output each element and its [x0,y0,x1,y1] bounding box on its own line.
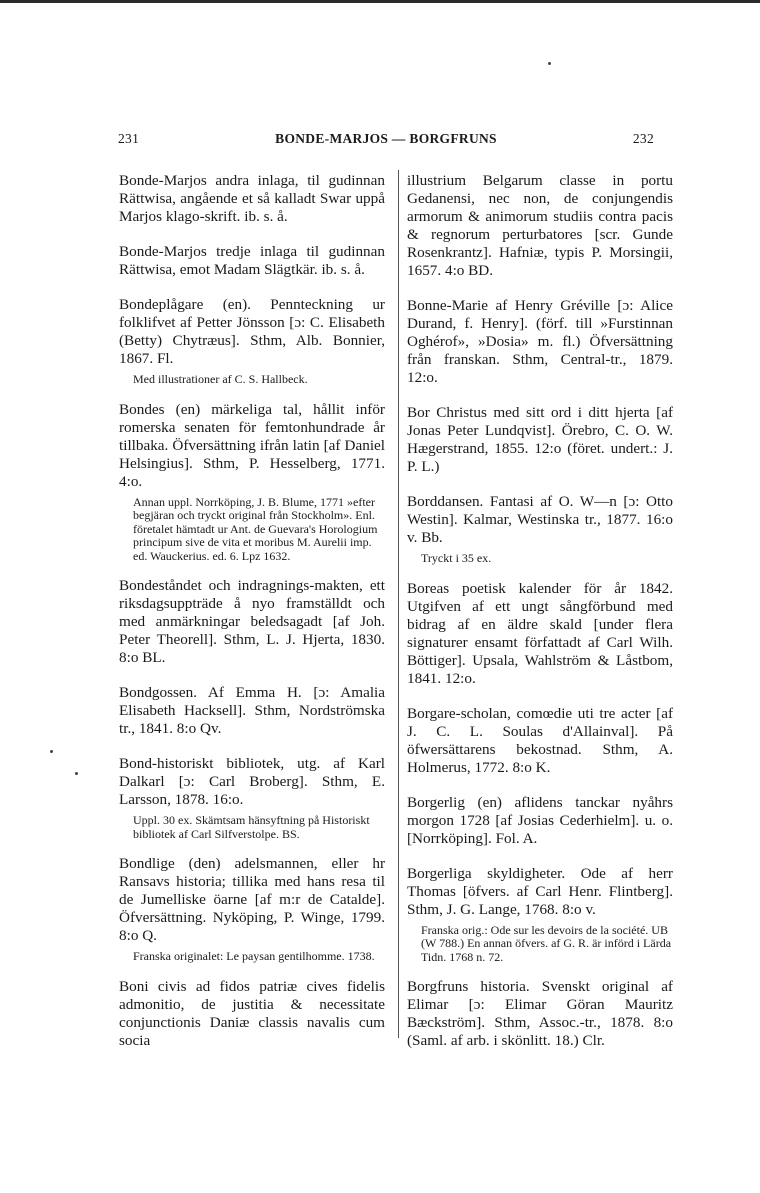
entry-bondgossen: Bondgossen. Af Emma H. [ɔ: Amalia Elisabeth Hacksell]. Sthm, Nordströmska tr., 1841. 8:o Qv. [119,684,385,737]
scan-speck [548,62,551,65]
entry-bonne-marie: Bonne-Marie af Henry Gréville [ɔ: Alice Durand, f. Henry]. (förf. till »Furstinnan Oghérof», »Dosia» m. fl.) Öfversättning från franskan. Sthm, Central-tr., 1879. 12:o. [407,297,673,386]
page-number-right: 232 [632,131,654,146]
entry-bondlige: Bondlige (den) adelsmannen, eller hr Ransavs historia; tillika med hans resa til de Jumelliske öarne [af m:r de Catalde]. Öfversättning. Nyköping, P. Winge, 1799. 8:o Q. [119,855,385,944]
right-column [407,172,673,1067]
note-bond-historiskt: Uppl. 30 ex. Skämtsam hänsyftning på Historiskt bibliotek af Carl Silfverstolpe. BS. [133,813,370,841]
entry-boreas: Boreas poetisk kalender för år 1842. Utgifven af ett ungt sångförbund med bidrag af en äldre skald [under flera signaturer ensamt författadt af Carl Wilh. Böttiger]. Upsala, Wahlström & Låstbom, 1841. 12:o. [407,579,673,687]
entry-borddansen: Borddansen. Fantasi af O. W—n [ɔ: Otto Westin]. Kalmar, Westinska tr., 1877. 16:o v. Bb. [407,493,673,546]
entry-borgerlig: Borgerlig (en) aflidens tanckar nyåhrs morgon 1728 [af Josias Cederhielm]. u. o. [Norrköping]. Fol. A. [407,793,673,847]
entry-boni-civis-cont: illustrium Belgarum classe in portu Gedanensi, nec non, de conjungendis armorum & animorum studiis contra pacis & regnorum perturbatores [scr. Gunde Rosenkrantz]. Hafniæ, typis P. Morsingii, 1657. 4:o BD. [407,172,673,279]
entry-bor-christus: Bor Christus med sitt ord i ditt hjerta [af Jonas Peter Lundqvist]. Örebro, C. O. W. Hægerstrand, 1855. 12:o (föret. undert.: J. P. L.) [407,404,673,475]
entry-borgare-scholan: Borgare-scholan, comœdie uti tre acter [af J. C. L. Soulas d'Allainval]. På öfwersättarens bekostnad. Sthm, A. Holmerus, 1772. 8:o K. [407,704,673,776]
entry-boni-civis: Boni civis ad fidos patriæ cives fidelis admonitio, de justitia & necessitate conjunctionis Daniæ classis navalis cum socia [119,977,385,1049]
scan-speck [50,750,53,753]
column-divider [398,170,399,1038]
scan-speck [75,772,78,775]
note-bondeplagare: Med illustrationer af C. S. Hallbeck. [133,372,308,386]
entry-bondeplagare: Bondeplågare (en). Pennteckning ur folklifvet af Petter Jönsson [ɔ: C. Elisabeth (Betty) Chytræus]. Sthm, Alb. Bonnier, 1867. Fl. [119,296,385,367]
running-title: BONDE-MARJOS — BORGFRUNS [275,131,497,146]
page-header [118,131,654,153]
note-borddansen: Tryckt i 35 ex. [421,551,492,565]
entry-borgfruns: Borgfruns historia. Svenskt original af Elimar [ɔ: Elimar Göran Mauritz Bæckström]. Sthm, Assoc.-tr., 1878. 8:o (Saml. af arb. i skönlitt. 18.) Clr. [407,978,673,1049]
entry-bondes-tal: Bondes (en) märkeliga tal, hållit inför romerska senaten för femtonhundrade år tillbaka. Öfversättning ifrån latin [af Daniel Helsingius]. Sthm, P. Hesselberg, 1771. 4:o. [119,400,385,490]
left-column [119,172,385,1067]
entry-bonde-marjos-tredje: Bonde-Marjos tredje inlaga til gudinnan Rättwisa, emot Madam Slägtkär. ib. s. å. [119,243,385,278]
entry-bondestandet: Bondeståndet och indragnings-makten, ett riksdagsuppträde å nyo framställdt och med anmärkningar beledsagadt [af Joh. Peter Theorell]. Sthm, L. J. Hjerta, 1830. 8:o BL. [119,577,385,666]
note-bondes-tal: Annan uppl. Norrköping, J. B. Blume, 1771 »efter begjäran och tryckt original från Stockholm». Enl. företalet hämtadt ur Ant. de Guevara's Horologium principum sive de vita et moribus M. Aurelii imp. ed. Wauckerius. ed. 6. Lpz 1632. [133,494,378,563]
note-bondlige: Franska originalet: Le paysan gentilhomme. 1738. [133,949,375,963]
scan-top-edge [0,0,760,3]
page-number-left: 231 [118,131,140,146]
entry-bond-historiskt: Bond-historiskt bibliotek, utg. af Karl Dalkarl [ɔ: Carl Broberg]. Sthm, E. Larsson, 1878. 16:o. [119,755,385,808]
entry-bonde-marjos-andra: Bonde-Marjos andra inlaga, til gudinnan Rättwisa, angående et så kalladt Swar uppå Marjos klago-skrift. ib. s. å. [119,172,385,225]
entry-borgerliga: Borgerliga skyldigheter. Ode af herr Thomas [öfvers. af Carl Henr. Flintberg]. Sthm, J. G. Lange, 1768. 8:o v. [407,864,673,918]
note-borgerliga: Franska orig.: Ode sur les devoirs de la société. UB (W 788.) En annan öfvers. af G. R. är införd i Lärda Tidn. 1768 n. 72. [421,922,672,964]
